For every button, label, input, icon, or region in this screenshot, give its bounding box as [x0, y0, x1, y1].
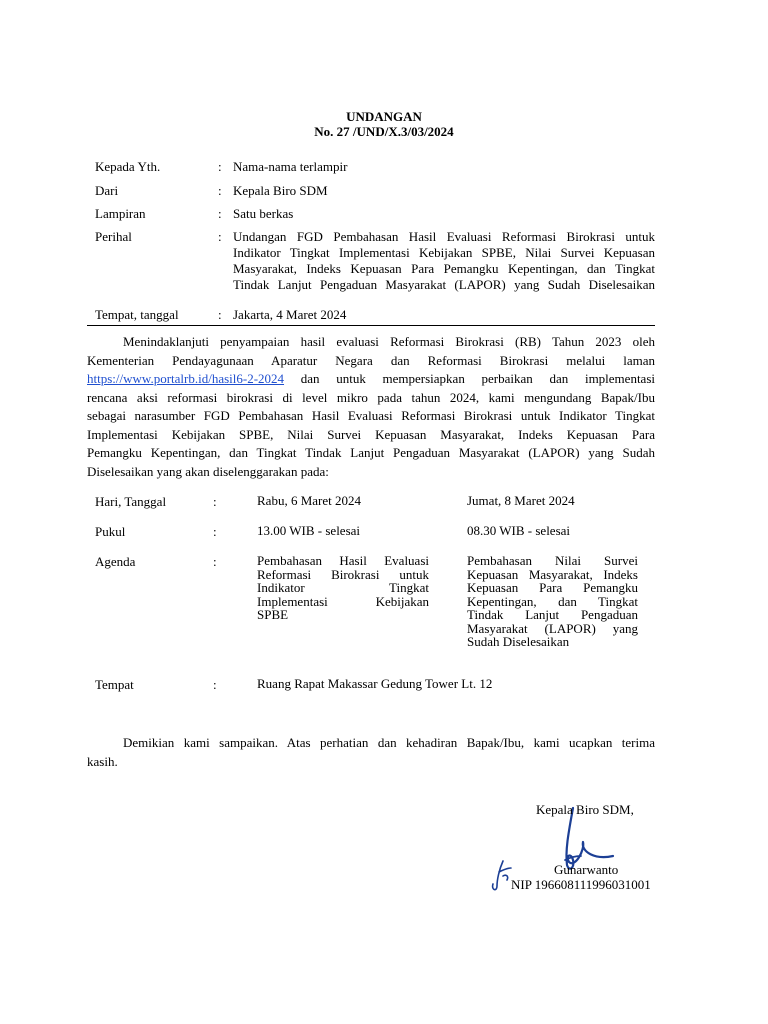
body-line: rencana aksi reformasi birokrasi di level mikro pada tahun 2024, kami mengundang Bapak/Ibu: [87, 389, 655, 405]
agenda-day2: [467, 554, 638, 649]
body-line: Kementerian Pendayagunaan Aparatur Negara dan Reformasi Birokrasi melalui laman: [87, 352, 655, 368]
letter-title: UNDANGAN: [346, 109, 422, 124]
pukul-colon: :: [213, 524, 217, 539]
signature-nip: NIP 196608111996031001: [511, 877, 651, 892]
hari-tanggal-day1: Rabu, 6 Maret 2024: [257, 493, 361, 508]
pukul-day1: 13.00 WIB - selesai: [257, 523, 361, 538]
perihal-line: Indikator Tingkat Implementasi Kebijakan SPBE, Nilai Survei Kepuasan: [233, 245, 655, 260]
kepada-colon: :: [218, 159, 222, 174]
closing-line: kasih.: [87, 753, 118, 769]
perihal-label: Perihal: [95, 229, 132, 244]
perihal-value: [233, 229, 655, 293]
agenda-line: Indikator Tingkat: [257, 580, 429, 595]
agenda-line: Implementasi Kebijakan: [257, 593, 429, 609]
agenda-line: Masyarakat (LAPOR) yang: [467, 620, 638, 636]
lampiran-label: Lampiran: [95, 206, 146, 221]
agenda-day1: [257, 554, 429, 622]
pukul-label: Pukul: [95, 524, 126, 539]
hari-tanggal-colon: :: [213, 494, 217, 509]
body-line-rest: dan untuk mempersiapkan perbaikan dan implementasi: [300, 371, 655, 386]
body-line: Implementasi Kebijakan SPBE, Nilai Survei Kepuasan Masyarakat, Indeks Kepuasan Para: [87, 426, 655, 442]
body-line: sebagai narasumber FGD Pembahasan Hasil Evaluasi Reformasi Birokrasi untuk Indikator Tingkat: [87, 408, 655, 423]
letter-heading: [0, 109, 768, 139]
body-line-with-link: [87, 370, 655, 389]
agenda-line: Pembahasan Nilai Survei: [467, 553, 638, 568]
body-paragraph: [87, 333, 655, 481]
lampiran-value: Satu berkas: [233, 206, 294, 221]
separator-line: [87, 325, 655, 326]
hari-tanggal-day2: Jumat, 8 Maret 2024: [467, 493, 575, 508]
agenda-line: Pembahasan Hasil Evaluasi: [257, 553, 429, 568]
signature-name: Gunarwanto: [554, 862, 619, 877]
closing-line: Demikian kami sampaikan. Atas perhatian dan kehadiran Bapak/Ibu, kami ucapkan terima: [123, 735, 655, 750]
agenda-line: Sudah Diselesaikan: [467, 634, 570, 649]
tempat-tanggal-label: Tempat, tanggal: [95, 307, 179, 322]
tempat-label: Tempat: [95, 677, 134, 692]
agenda-line: Tindak Lanjut Pengaduan: [467, 607, 638, 622]
body-line: Menindaklanjuti penyampaian hasil evaluasi Reformasi Birokrasi (RB) Tahun 2023 oleh: [123, 334, 655, 349]
tempat-colon: :: [213, 677, 217, 692]
agenda-line: Kepuasan Para Pemangku: [467, 580, 638, 595]
tempat-tanggal-colon: :: [218, 307, 222, 322]
letter-number: No. 27 /UND/X.3/03/2024: [314, 124, 454, 139]
agenda-colon: :: [213, 554, 217, 569]
dari-label: Dari: [95, 183, 119, 198]
body-line: Pemangku Kepentingan, dan Tingkat Tindak Lanjut Pengaduan Masyarakat (LAPOR) yang Sudah: [87, 445, 655, 460]
lampiran-colon: :: [218, 206, 222, 221]
dari-value: Kepala Biro SDM: [233, 183, 328, 198]
tempat-tanggal-value: Jakarta, 4 Maret 2024: [233, 307, 347, 322]
perihal-line: Tindak Lanjut Pengaduan Masyarakat (LAPOR) yang Sudah Diselesaikan: [233, 277, 655, 292]
agenda-line: Kepentingan, dan Tingkat: [467, 593, 638, 609]
signature-title: Kepala Biro SDM,: [536, 802, 634, 817]
agenda-line: SPBE: [257, 607, 289, 622]
perihal-colon: :: [218, 229, 222, 244]
kepada-label: Kepada Yth.: [95, 159, 161, 174]
agenda-line: Kepuasan Masyarakat, Indeks: [467, 566, 638, 582]
perihal-line: Undangan FGD Pembahasan Hasil Evaluasi Reformasi Birokrasi untuk: [233, 229, 655, 244]
closing-paragraph: [87, 734, 655, 771]
perihal-line: Masyarakat, Indeks Kepuasan Para Pemangku Kepentingan, dan Tingkat: [233, 261, 655, 276]
agenda-label: Agenda: [95, 554, 136, 569]
portalrb-link[interactable]: https://www.portalrb.id/hasil6-2-2024: [87, 371, 285, 386]
tempat-value: Ruang Rapat Makassar Gedung Tower Lt. 12: [257, 676, 493, 691]
dari-colon: :: [218, 183, 222, 198]
kepada-value: Nama-nama terlampir: [233, 159, 348, 174]
pukul-day2: 08.30 WIB - selesai: [467, 523, 571, 538]
hari-tanggal-label: Hari, Tanggal: [95, 494, 167, 509]
body-line: Diselesaikan yang akan diselenggarakan pada:: [87, 463, 329, 479]
agenda-line: Reformasi Birokrasi untuk: [257, 566, 429, 582]
